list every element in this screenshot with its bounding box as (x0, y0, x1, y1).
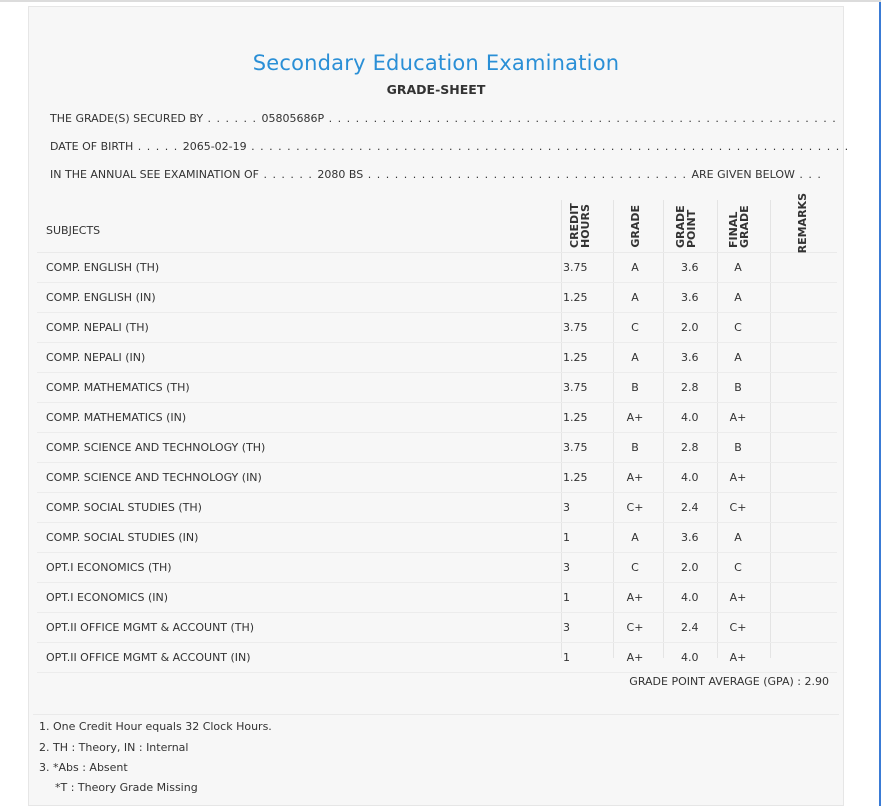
credit-hours-cell: 1 (563, 651, 570, 664)
table-header (37, 192, 837, 253)
window-top-border (0, 0, 881, 2)
table-row (37, 643, 837, 673)
header-final-grade: FINAL GRADE (727, 205, 751, 248)
table-row (37, 283, 837, 313)
note-3: 3. *Abs : Absent (39, 761, 128, 774)
subject-cell: OPT.I ECONOMICS (TH) (46, 561, 172, 574)
exam-label: IN THE ANNUAL SEE EXAMINATION OF (50, 168, 259, 181)
secured-by-line: THE GRADE(S) SECURED BY . . . . . . 05805686P . . . . . . . . . . . . . . . . . . . . . . . . . . . . . . . . . . . . . . . . . . . . . . . . . . . . . . . . . (50, 112, 837, 125)
final-grade-cell-text: A+ (729, 471, 747, 484)
grade-sheet (28, 6, 850, 806)
subject-cell: COMP. NEPALI (IN) (46, 351, 146, 364)
subject-cell: OPT.II OFFICE MGMT & ACCOUNT (IN) (46, 651, 251, 664)
grade-cell-text: B (631, 441, 639, 454)
grade-cell-text: A (631, 291, 639, 304)
table-row (37, 613, 837, 643)
final-grade-cell-text: C (734, 561, 742, 574)
credit-hours-cell: 3 (563, 621, 570, 634)
subject-cell: COMP. ENGLISH (TH) (46, 261, 160, 274)
table-row (37, 373, 837, 403)
final-grade-cell-text: A (734, 261, 742, 274)
header-remarks: REMARKS (796, 192, 809, 253)
grade-point-cell: 3.6 (681, 351, 699, 364)
table-body (37, 253, 837, 673)
note-2: 2. TH : Theory, IN : Internal (39, 741, 189, 754)
final-grade-cell-text: C+ (729, 621, 747, 634)
subject-cell: COMP. SOCIAL STUDIES (TH) (46, 501, 202, 514)
subject-cell: COMP. MATHEMATICS (TH) (46, 381, 190, 394)
subject-cell: OPT.I ECONOMICS (IN) (46, 591, 169, 604)
exam-year: 2080 BS (317, 168, 364, 181)
final-grade-cell-text: A (734, 291, 742, 304)
credit-hours-cell: 1.25 (563, 291, 588, 304)
grade-cell-text: C+ (626, 621, 644, 634)
grade-point-cell: 4.0 (681, 471, 699, 484)
table-row (37, 403, 837, 433)
final-grade-cell-text: C+ (729, 501, 747, 514)
grade-point-cell: 2.8 (681, 381, 699, 394)
grade-point-cell: 3.6 (681, 531, 699, 544)
note-4: *T : Theory Grade Missing (55, 781, 198, 794)
final-grade-cell-text: A (734, 351, 742, 364)
credit-hours-cell: 1 (563, 531, 570, 544)
divider (33, 714, 839, 715)
table-row (37, 343, 837, 373)
grade-cell-text: C (631, 321, 639, 334)
table-row (37, 313, 837, 343)
grades-table (37, 192, 837, 673)
final-grade-cell-text: A+ (729, 411, 747, 424)
credit-hours-cell: 1.25 (563, 351, 588, 364)
header-credit-hours: CREDIT HOURS (568, 203, 592, 248)
subject-cell: COMP. MATHEMATICS (IN) (46, 411, 187, 424)
grade-cell-text: C+ (626, 501, 644, 514)
grade-cell-text: B (631, 381, 639, 394)
grade-cell-text: A (631, 351, 639, 364)
table-row (37, 493, 837, 523)
final-grade-cell-text: B (734, 441, 742, 454)
grade-cell-text: A+ (626, 471, 644, 484)
credit-hours-cell: 3.75 (563, 381, 588, 394)
grade-point-cell: 2.4 (681, 621, 699, 634)
credit-hours-cell: 1 (563, 591, 570, 604)
given-below-label: ARE GIVEN BELOW (691, 168, 795, 181)
exam-line: IN THE ANNUAL SEE EXAMINATION OF . . . . . . 2080 BS . . . . . . . . . . . . . . . . . . . . . . . . . . . . . . . . . . . . ARE GIVEN BELOW . . . (50, 168, 822, 181)
final-grade-cell-text: A (734, 531, 742, 544)
gpa-summary: GRADE POINT AVERAGE (GPA) : 2.90 (629, 675, 829, 688)
note-1: 1. One Credit Hour equals 32 Clock Hours. (39, 720, 272, 733)
credit-hours-cell: 3 (563, 561, 570, 574)
table-row (37, 523, 837, 553)
credit-hours-cell: 1.25 (563, 411, 588, 424)
credit-hours-cell: 3 (563, 501, 570, 514)
subject-cell: COMP. SCIENCE AND TECHNOLOGY (TH) (46, 441, 266, 454)
subject-cell: COMP. ENGLISH (IN) (46, 291, 156, 304)
subject-cell: COMP. NEPALI (TH) (46, 321, 149, 334)
credit-hours-cell: 1.25 (563, 471, 588, 484)
credit-hours-cell: 3.75 (563, 321, 588, 334)
grade-point-cell: 2.8 (681, 441, 699, 454)
table-row (37, 433, 837, 463)
table-row (37, 553, 837, 583)
grade-point-cell: 2.4 (681, 501, 699, 514)
symbol-number: 05805686P (261, 112, 325, 125)
table-row (37, 583, 837, 613)
grade-cell-text: A+ (626, 591, 644, 604)
grade-cell-text: A+ (626, 651, 644, 664)
grade-cell-text: A+ (626, 411, 644, 424)
grade-cell-text: A (631, 531, 639, 544)
grade-cell-text: A (631, 261, 639, 274)
subject-cell: OPT.II OFFICE MGMT & ACCOUNT (TH) (46, 621, 255, 634)
page-subtitle: GRADE-SHEET (386, 82, 486, 97)
page-title: Secondary Education Examination (252, 51, 620, 75)
grade-point-cell: 3.6 (681, 261, 699, 274)
dob-line: DATE OF BIRTH . . . . . 2065-02-19 . . . . . . . . . . . . . . . . . . . . . . . . . . . . . . . . . . . . . . . . . . . . . . . . . . . . . . . . . . . . . . . . . . . (50, 140, 850, 153)
dob-label: DATE OF BIRTH (50, 140, 134, 153)
header-grade-point: GRADE POINT (674, 205, 698, 248)
final-grade-cell-text: C (734, 321, 742, 334)
credit-hours-cell: 3.75 (563, 441, 588, 454)
grade-point-cell: 2.0 (681, 321, 699, 334)
dob-value: 2065-02-19 (182, 140, 247, 153)
grade-point-cell: 4.0 (681, 591, 699, 604)
subject-cell: COMP. SOCIAL STUDIES (IN) (46, 531, 199, 544)
table-row (37, 253, 837, 283)
table-row (37, 463, 837, 493)
grade-cell-text: C (631, 561, 639, 574)
credit-hours-cell: 3.75 (563, 261, 588, 274)
header-subjects: SUBJECTS (46, 224, 101, 237)
final-grade-cell-text: B (734, 381, 742, 394)
final-grade-cell-text: A+ (729, 591, 747, 604)
grade-point-cell: 3.6 (681, 291, 699, 304)
final-grade-cell-text: A+ (729, 651, 747, 664)
grade-point-cell: 4.0 (681, 651, 699, 664)
secured-by-label: THE GRADE(S) SECURED BY (50, 112, 204, 125)
header-grade: GRADE (629, 205, 642, 248)
grade-point-cell: 4.0 (681, 411, 699, 424)
grade-point-cell: 2.0 (681, 561, 699, 574)
subject-cell: COMP. SCIENCE AND TECHNOLOGY (IN) (46, 471, 262, 484)
